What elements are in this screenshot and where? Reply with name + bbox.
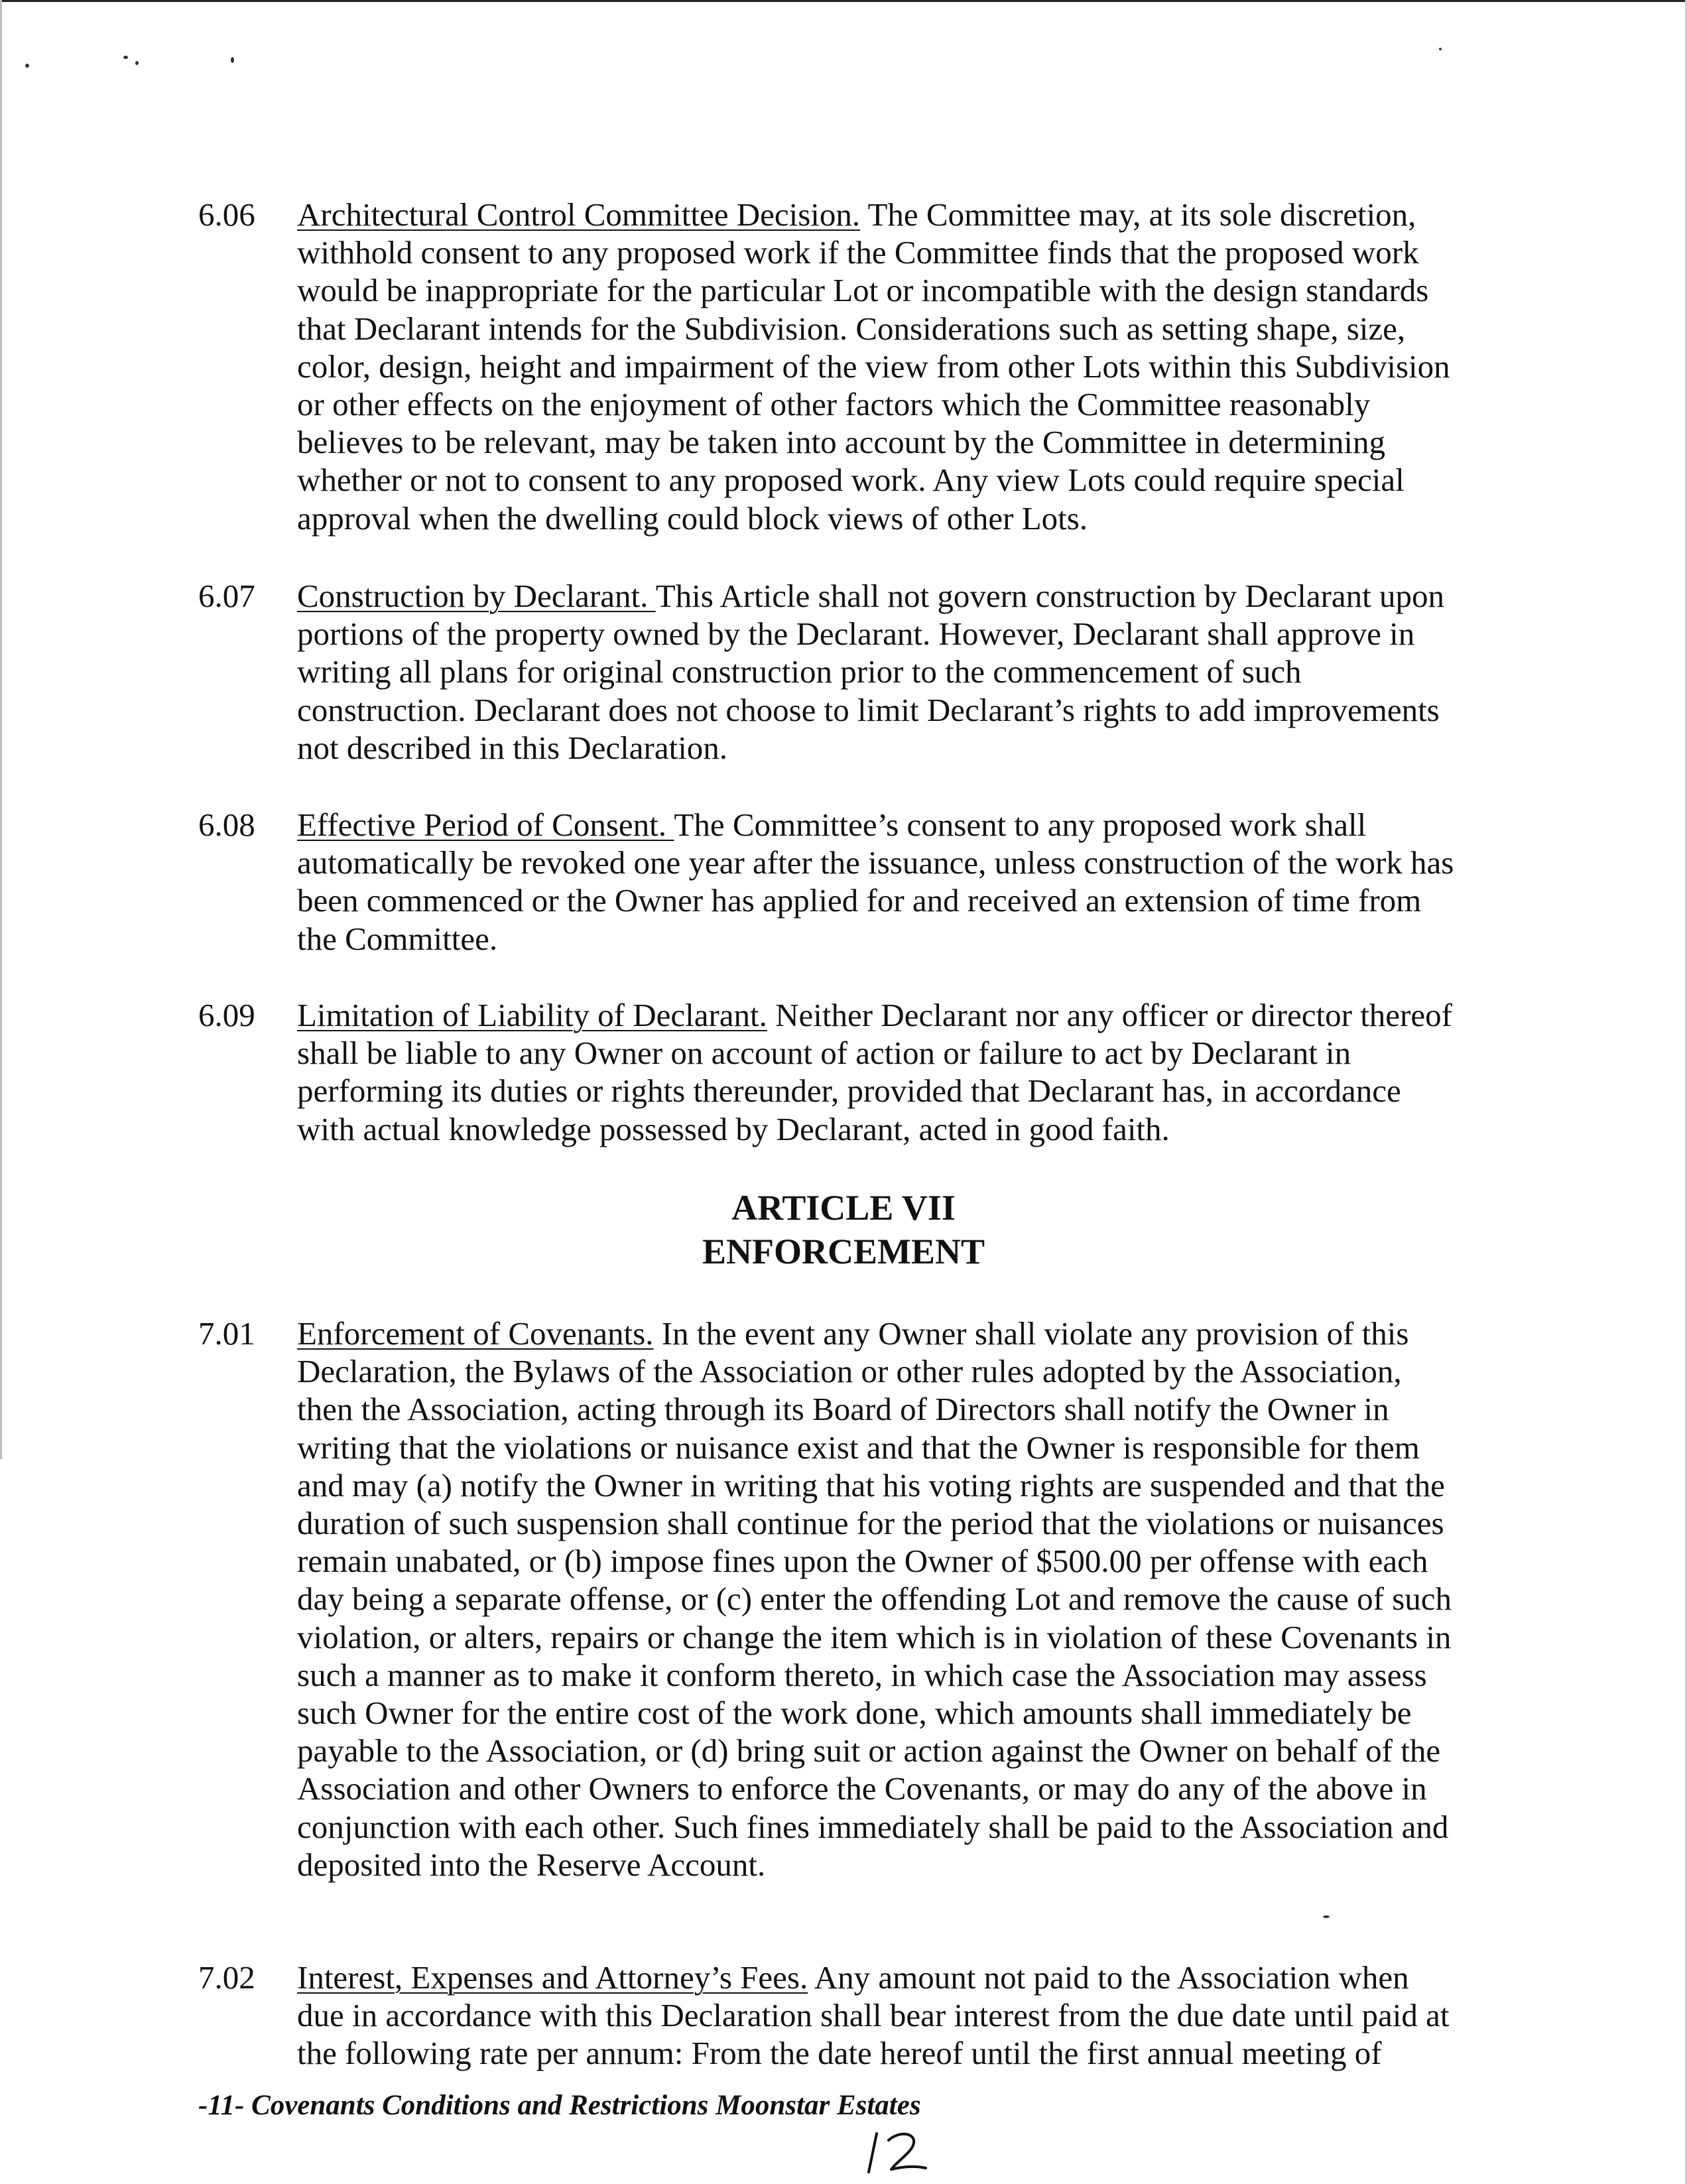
section-line: the following rate per annum: From the date hereof until the first annual meeting of bbox=[297, 2035, 1382, 2072]
section-line: such a manner as to make it conform thereto, in which case the Association may assess bbox=[297, 1656, 1427, 1693]
section-line: due in accordance with this Declaration shall bear interest from the due date until paid at bbox=[297, 1997, 1450, 2034]
section-line: writing that the violations or nuisance exist and that the Owner is responsible for them bbox=[297, 1429, 1420, 1466]
page-footer: -11- Covenants Conditions and Restrictions Moonstar Estates bbox=[198, 2090, 921, 2121]
section-number: 6.09 bbox=[198, 997, 255, 1033]
scan-speck bbox=[135, 61, 139, 65]
section-line: performing its duties or rights thereunder, provided that Declarant has, in accordance bbox=[297, 1072, 1401, 1110]
section-line: Limitation of Liability of Declarant. Neither Declarant nor any officer or director thereof bbox=[297, 997, 1452, 1033]
section-line: would be inappropriate for the particular Lot or incompatible with the design standards bbox=[297, 272, 1429, 309]
section-line: payable to the Association, or (d) bring suit or action against the Owner on behalf of the bbox=[297, 1732, 1441, 1769]
section-line: and may (a) notify the Owner in writing that his voting rights are suspended and that the bbox=[297, 1466, 1445, 1504]
section-line: that Declarant intends for the Subdivision. Considerations such as setting shape, size, bbox=[297, 310, 1406, 347]
article-title: ARTICLE VII bbox=[731, 1188, 956, 1228]
section-line: Effective Period of Consent. The Committee’s consent to any proposed work shall bbox=[297, 806, 1367, 843]
section-line: with actual knowledge possessed by Declarant, acted in good faith. bbox=[297, 1110, 1170, 1147]
section-line: Interest, Expenses and Attorney’s Fees. Any amount not paid to the Association when bbox=[297, 1959, 1409, 1996]
handwritten-page-number bbox=[862, 2126, 935, 2179]
article-subtitle: ENFORCEMENT bbox=[702, 1232, 985, 1271]
section-heading: Limitation of Liability of Declarant. bbox=[297, 997, 767, 1033]
section-line: color, design, height and impairment of the view from other Lots within this Subdivision bbox=[297, 348, 1450, 385]
section-body bbox=[297, 196, 1497, 537]
section-line: Declaration, the Bylaws of the Association or other rules adopted by the Association, bbox=[297, 1353, 1402, 1390]
section-heading: Enforcement of Covenants. bbox=[297, 1315, 654, 1352]
scan-speck bbox=[25, 64, 29, 68]
section-line: or other effects on the enjoyment of other factors which the Committee reasonably bbox=[297, 386, 1371, 423]
section-line: shall be liable to any Owner on account of action or failure to act by Declarant in bbox=[297, 1035, 1351, 1072]
section-line: not described in this Declaration. bbox=[297, 729, 728, 766]
section-heading: Architectural Control Committee Decision. bbox=[297, 196, 861, 233]
section-heading: Construction by Declarant. bbox=[297, 578, 656, 614]
section-line: withhold consent to any proposed work if the Committee finds that the proposed work bbox=[297, 234, 1419, 271]
scan-speck bbox=[123, 56, 128, 59]
section-line: deposited into the Reserve Account. bbox=[297, 1846, 766, 1883]
section-line: construction. Declarant does not choose to limit Declarant’s rights to add improvements bbox=[297, 691, 1440, 728]
section-line: Association and other Owners to enforce the Covenants, or may do any of the above in bbox=[297, 1770, 1427, 1807]
scan-speck bbox=[231, 57, 234, 63]
section-line: the Committee. bbox=[297, 920, 498, 957]
section-line: automatically be revoked one year after the issuance, unless construction of the work has bbox=[297, 844, 1454, 881]
section-number: 6.08 bbox=[198, 806, 255, 843]
section-line: such Owner for the entire cost of the work done, which amounts shall immediately be bbox=[297, 1695, 1412, 1732]
section-body bbox=[297, 806, 1497, 958]
section-number: 6.06 bbox=[198, 196, 255, 233]
section-line: believes to be relevant, may be taken into account by the Committee in determining bbox=[297, 424, 1385, 461]
section-body bbox=[297, 996, 1497, 1148]
scan-speck bbox=[1439, 48, 1442, 50]
section-line: portions of the property owned by the Declarant. However, Declarant shall approve in bbox=[297, 615, 1415, 653]
section-line: Architectural Control Committee Decision. The Committee may, at its sole discretion, bbox=[297, 196, 1416, 233]
section-line: approval when the dwelling could block views of other Lots. bbox=[297, 499, 1088, 537]
section-line: conjunction with each other. Such fines immediately shall be paid to the Association and bbox=[297, 1808, 1449, 1845]
section-body bbox=[297, 1315, 1497, 1884]
section-line: remain unabated, or (b) impose fines upon the Owner of $500.00 per offense with each bbox=[297, 1543, 1428, 1580]
section-line: duration of such suspension shall continue for the period that the violations or nuisances bbox=[297, 1505, 1444, 1542]
section-line: Construction by Declarant. This Article shall not govern construction by Declarant upon bbox=[297, 578, 1445, 614]
section-number: 7.02 bbox=[198, 1959, 255, 1996]
section-body bbox=[297, 577, 1497, 767]
scan-top-edge bbox=[0, 0, 1687, 2]
section-line: violation, or alters, repairs or change the item which is in violation of these Covenants in bbox=[297, 1618, 1452, 1655]
section-line: then the Association, acting through its Board of Directors shall notify the Owner in bbox=[297, 1391, 1389, 1428]
section-number: 6.07 bbox=[198, 578, 255, 614]
section-line: been commenced or the Owner has applied for and received an extension of time from bbox=[297, 882, 1422, 919]
section-heading: Interest, Expenses and Attorney’s Fees. bbox=[297, 1959, 808, 1996]
section-number: 7.01 bbox=[198, 1315, 255, 1352]
section-line: whether or not to consent to any proposed work. Any view Lots could require special bbox=[297, 462, 1405, 499]
section-body bbox=[297, 1959, 1497, 2073]
section-line: Enforcement of Covenants. In the event any Owner shall violate any provision of this bbox=[297, 1315, 1409, 1352]
section-heading: Effective Period of Consent. bbox=[297, 806, 674, 843]
section-line: writing all plans for original construction prior to the commencement of such bbox=[297, 653, 1302, 690]
scan-speck bbox=[1323, 1915, 1330, 1918]
section-line: day being a separate offense, or (c) enter the offending Lot and remove the cause of such bbox=[297, 1580, 1452, 1618]
